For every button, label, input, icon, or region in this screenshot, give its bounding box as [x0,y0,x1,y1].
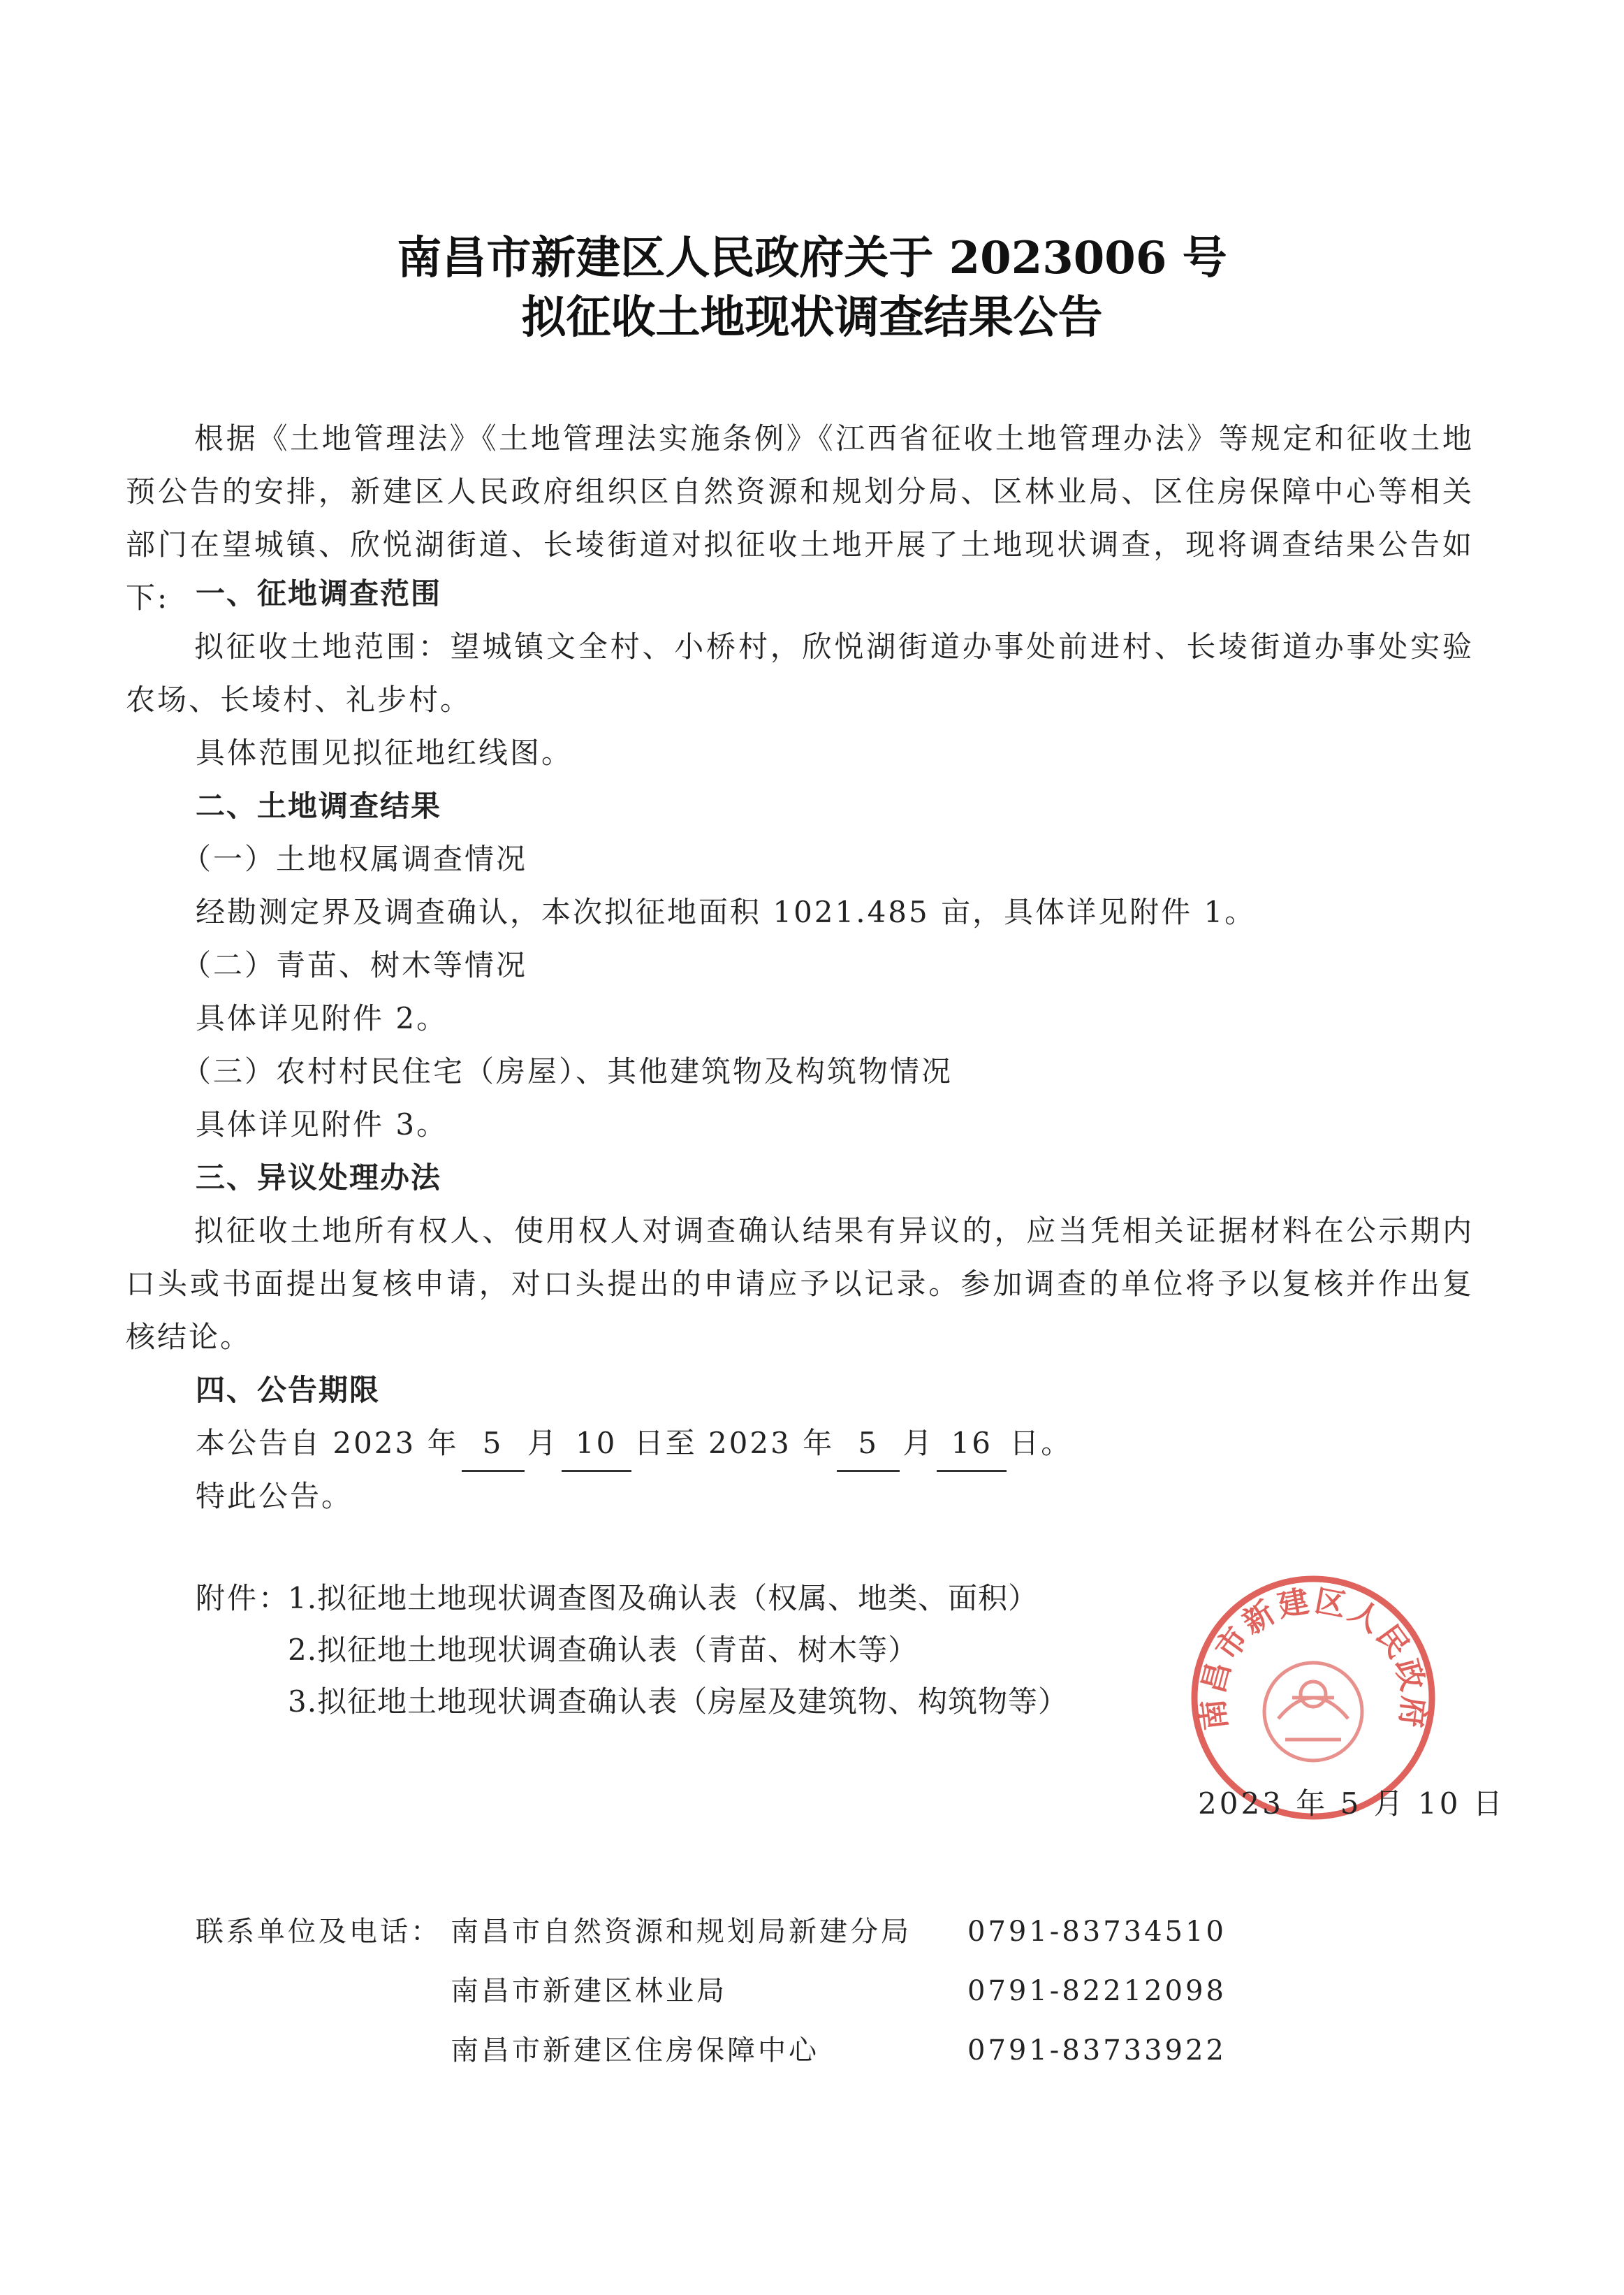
end-month-char: 月 [902,1426,935,1460]
seal-text: 南昌市新建区人民政府 [1194,1582,1432,1733]
contact-phone-3: 0791-83733922 [967,2034,1227,2067]
period-suffix: 日。 [1009,1426,1073,1460]
title-line-2: 拟征收土地现状调查结果公告 [521,291,1103,344]
contact-unit-3: 南昌市新建区住房保障中心 [451,2034,819,2067]
section-2-sub-3: （三）农村村民住宅（房屋）、其他建筑物及构筑物情况 [182,1054,953,1088]
title-line-1: 南昌市新建区人民政府关于 2023006 号 [397,232,1227,284]
start-month-char: 月 [527,1426,559,1460]
section-2-sub-1: （一）土地权属调查情况 [182,842,528,876]
end-month: 5 [837,1417,900,1472]
attachment-item-3: 3.拟征地土地现状调查确认表（房屋及建筑物、构筑物等） [288,1684,1069,1719]
section-2-heading: 二、土地调查结果 [196,789,442,823]
section-3-heading: 三、异议处理办法 [196,1160,442,1195]
notice-period [196,1417,1072,1472]
section-1-heading: 一、征地调查范围 [196,576,442,611]
closing-text: 特此公告。 [196,1479,353,1513]
period-prefix: 本公告自 2023 年 [196,1426,459,1460]
issue-date: 2023 年 5 月 10 日 [1198,1786,1505,1821]
contact-phone-2: 0791-82212098 [967,1975,1227,2007]
intro-paragraph: 根据《土地管理法》《土地管理法实施条例》《江西省征收土地管理办法》等规定和征收土地预公告的安排，新建区人民政府组织区自然资源和规划分局、区林业局、区住房保障中心等相关部门在望城镇、欣悦湖街道、长堎街道对拟征收土地开展了土地现状调查，现将调查结果公告如下: [126,421,1474,615]
attachment-item-1: 1.拟征地土地现状调查图及确认表（权属、地类、面积） [288,1581,1039,1615]
section-1-paragraph: 拟征收土地范围：望城镇文全村、小桥村，欣悦湖街道办事处前进村、长堎街道办事处实验农场、长堎村、礼步村。 [126,629,1474,717]
section-2-sub-2: （二）青苗、树木等情况 [182,948,528,982]
end-day: 16 [937,1417,1007,1472]
start-month: 5 [462,1417,525,1472]
section-4-heading: 四、公告期限 [196,1373,381,1407]
contact-unit-1: 南昌市自然资源和规划局新建分局 [451,1916,912,1948]
contact-unit-2: 南昌市新建区林业局 [451,1975,727,2007]
section-2-sub-3-text: 具体详见附件 3。 [196,1107,448,1142]
section-1-note: 具体范围见拟征地红线图。 [196,736,573,770]
period-middle: 日至 2023 年 [634,1426,835,1460]
contacts-label: 联系单位及电话： [196,1916,441,1948]
seal-emblem-icon [1264,1663,1362,1761]
section-2-sub-2-text: 具体详见附件 2。 [196,1001,448,1035]
start-day: 10 [562,1417,631,1472]
contact-phone-1: 0791-83734510 [967,1916,1227,1948]
svg-text:南昌市新建区人民政府 [1194,1583,1431,1732]
section-3-paragraph: 拟征收土地所有权人、使用权人对调查确认结果有异议的，应当凭相关证据材料在公示期内口头或书面提出复核申请，对口头提出的申请应予以记录。参加调查的单位将予以复核并作出复核结论。 [126,1214,1474,1354]
attachment-item-2: 2.拟征地土地现状调查确认表（青苗、树木等） [288,1633,919,1667]
section-2-sub-1-text: 经勘测定界及调查确认，本次拟征地面积 1021.485 亩，具体详见附件 1。 [196,895,1257,929]
attachments-label: 附件： [196,1581,291,1615]
